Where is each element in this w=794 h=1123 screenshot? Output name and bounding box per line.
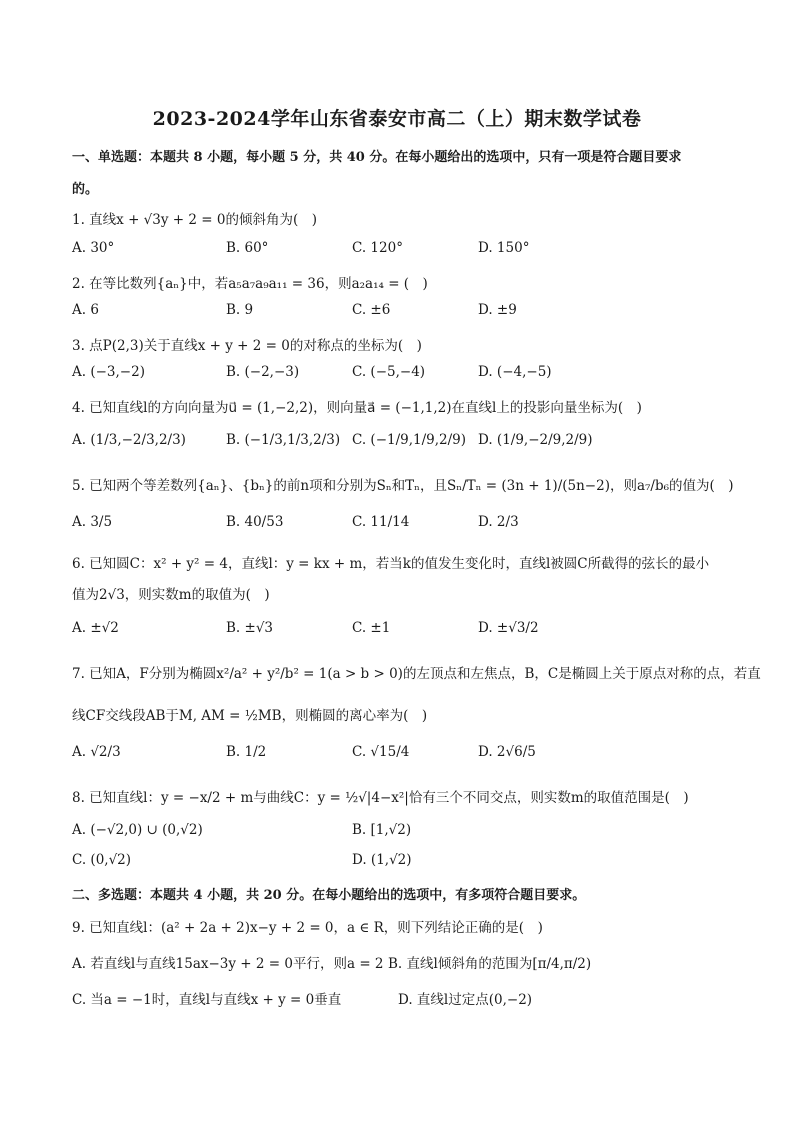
q6-option-c: C. ±1 bbox=[352, 620, 391, 636]
question-7-stem: 7. 已知A，F分别为椭圆x²/a² + y²/b² = 1(a > b > 0)的左顶点和左焦点，B，C是椭圆上关于原点对称的点，若直 bbox=[72, 666, 761, 682]
q5-option-a: A. 3/5 bbox=[72, 514, 113, 530]
q1-option-c: C. 120° bbox=[352, 240, 403, 256]
question-7-stem-cont: 线CF交线段AB于M, AM = ½MB，则椭圆的离心率为( ) bbox=[72, 708, 428, 724]
q6-option-b: B. ±√3 bbox=[226, 620, 274, 636]
q4-option-a: A. (1/3,−2/3,2/3) bbox=[72, 432, 186, 448]
q9-option-a: A. 若直线l与直线15ax−3y + 2 = 0平行，则a = 2 bbox=[72, 956, 384, 972]
q8-option-a: A. (−√2,0) ∪ (0,√2) bbox=[72, 822, 203, 838]
q1-option-d: D. 150° bbox=[478, 240, 530, 256]
section2-heading: 二、多选题：本题共 4 小题，共 20 分。在每小题给出的选项中，有多项符合题目要求。 bbox=[72, 888, 586, 903]
question-9-stem: 9. 已知直线l：(a² + 2a + 2)x−y + 2 = 0，a ∈ R，则下列结论正确的是( ) bbox=[72, 920, 543, 936]
question-6-stem-cont: 值为2√3，则实数m的取值为( ) bbox=[72, 587, 270, 603]
q7-option-a: A. √2/3 bbox=[72, 744, 121, 760]
question-4-stem: 4. 已知直线l的方向向量为u⃗ = (1,−2,2)，则向量a⃗ = (−1,1,2)在直线l上的投影向量坐标为( ) bbox=[72, 400, 642, 416]
q5-option-d: D. 2/3 bbox=[478, 514, 519, 530]
q2-option-a: A. 6 bbox=[72, 302, 99, 318]
q6-option-a: A. ±√2 bbox=[72, 620, 119, 636]
q4-option-c: C. (−1/9,1/9,2/9) bbox=[352, 432, 467, 448]
question-1-stem: 1. 直线x + √3y + 2 = 0的倾斜角为( ) bbox=[72, 212, 317, 228]
q8-option-d: D. (1,√2) bbox=[352, 852, 412, 868]
q5-option-b: B. 40/53 bbox=[226, 514, 284, 530]
q7-option-c: C. √15/4 bbox=[352, 744, 410, 760]
section1-heading: 一、单选题：本题共 8 小题，每小题 5 分，共 40 分。在每小题给出的选项中，只有一项是符合题目要求 bbox=[72, 150, 682, 165]
q6-option-d: D. ±√3/2 bbox=[478, 620, 539, 636]
section1-heading-cont: 的。 bbox=[72, 182, 99, 197]
q7-option-b: B. 1/2 bbox=[226, 744, 267, 760]
question-5-stem: 5. 已知两个等差数列{aₙ}、{bₙ}的前n项和分别为Sₙ和Tₙ，且Sₙ/Tₙ = (3n + 1)/(5n−2)，则a₇/b₆的值为( ) bbox=[72, 478, 734, 494]
q1-option-a: A. 30° bbox=[72, 240, 115, 256]
q3-option-c: C. (−5,−4) bbox=[352, 364, 426, 380]
q2-option-d: D. ±9 bbox=[478, 302, 517, 318]
q9-option-b: B. 直线l倾斜角的范围为[π/4,π/2) bbox=[388, 956, 592, 972]
question-3-stem: 3. 点P(2,3)关于直线x + y + 2 = 0的对称点的坐标为( ) bbox=[72, 338, 422, 354]
q9-option-d: D. 直线l过定点(0,−2) bbox=[398, 992, 533, 1008]
q4-option-d: D. (1/9,−2/9,2/9) bbox=[478, 432, 593, 448]
q1-option-b: B. 60° bbox=[226, 240, 269, 256]
q8-option-b: B. [1,√2) bbox=[352, 822, 412, 838]
q4-option-b: B. (−1/3,1/3,2/3) bbox=[226, 432, 341, 448]
q5-option-c: C. 11/14 bbox=[352, 514, 410, 530]
q3-option-a: A. (−3,−2) bbox=[72, 364, 145, 380]
q2-option-c: C. ±6 bbox=[352, 302, 391, 318]
question-2-stem: 2. 在等比数列{aₙ}中，若a₅a₇a₉a₁₁ = 36，则a₂a₁₄ = ( ) bbox=[72, 276, 428, 292]
q2-option-b: B. 9 bbox=[226, 302, 254, 318]
question-6-stem: 6. 已知圆C：x² + y² = 4，直线l：y = kx + m，若当k的值发生变化时，直线l被圆C所截得的弦长的最小 bbox=[72, 556, 710, 572]
q8-option-c: C. (0,√2) bbox=[72, 852, 132, 868]
question-8-stem: 8. 已知直线l：y = −x/2 + m与曲线C：y = ½√|4−x²|恰有三个不同交点，则实数m的取值范围是( ) bbox=[72, 790, 689, 806]
q7-option-d: D. 2√6/5 bbox=[478, 744, 536, 760]
exam-title: 2023-2024学年山东省泰安市高二（上）期末数学试卷 bbox=[152, 108, 642, 130]
q3-option-b: B. (−2,−3) bbox=[226, 364, 300, 380]
q9-option-c: C. 当a = −1时，直线l与直线x + y = 0垂直 bbox=[72, 992, 342, 1008]
q3-option-d: D. (−4,−5) bbox=[478, 364, 552, 380]
